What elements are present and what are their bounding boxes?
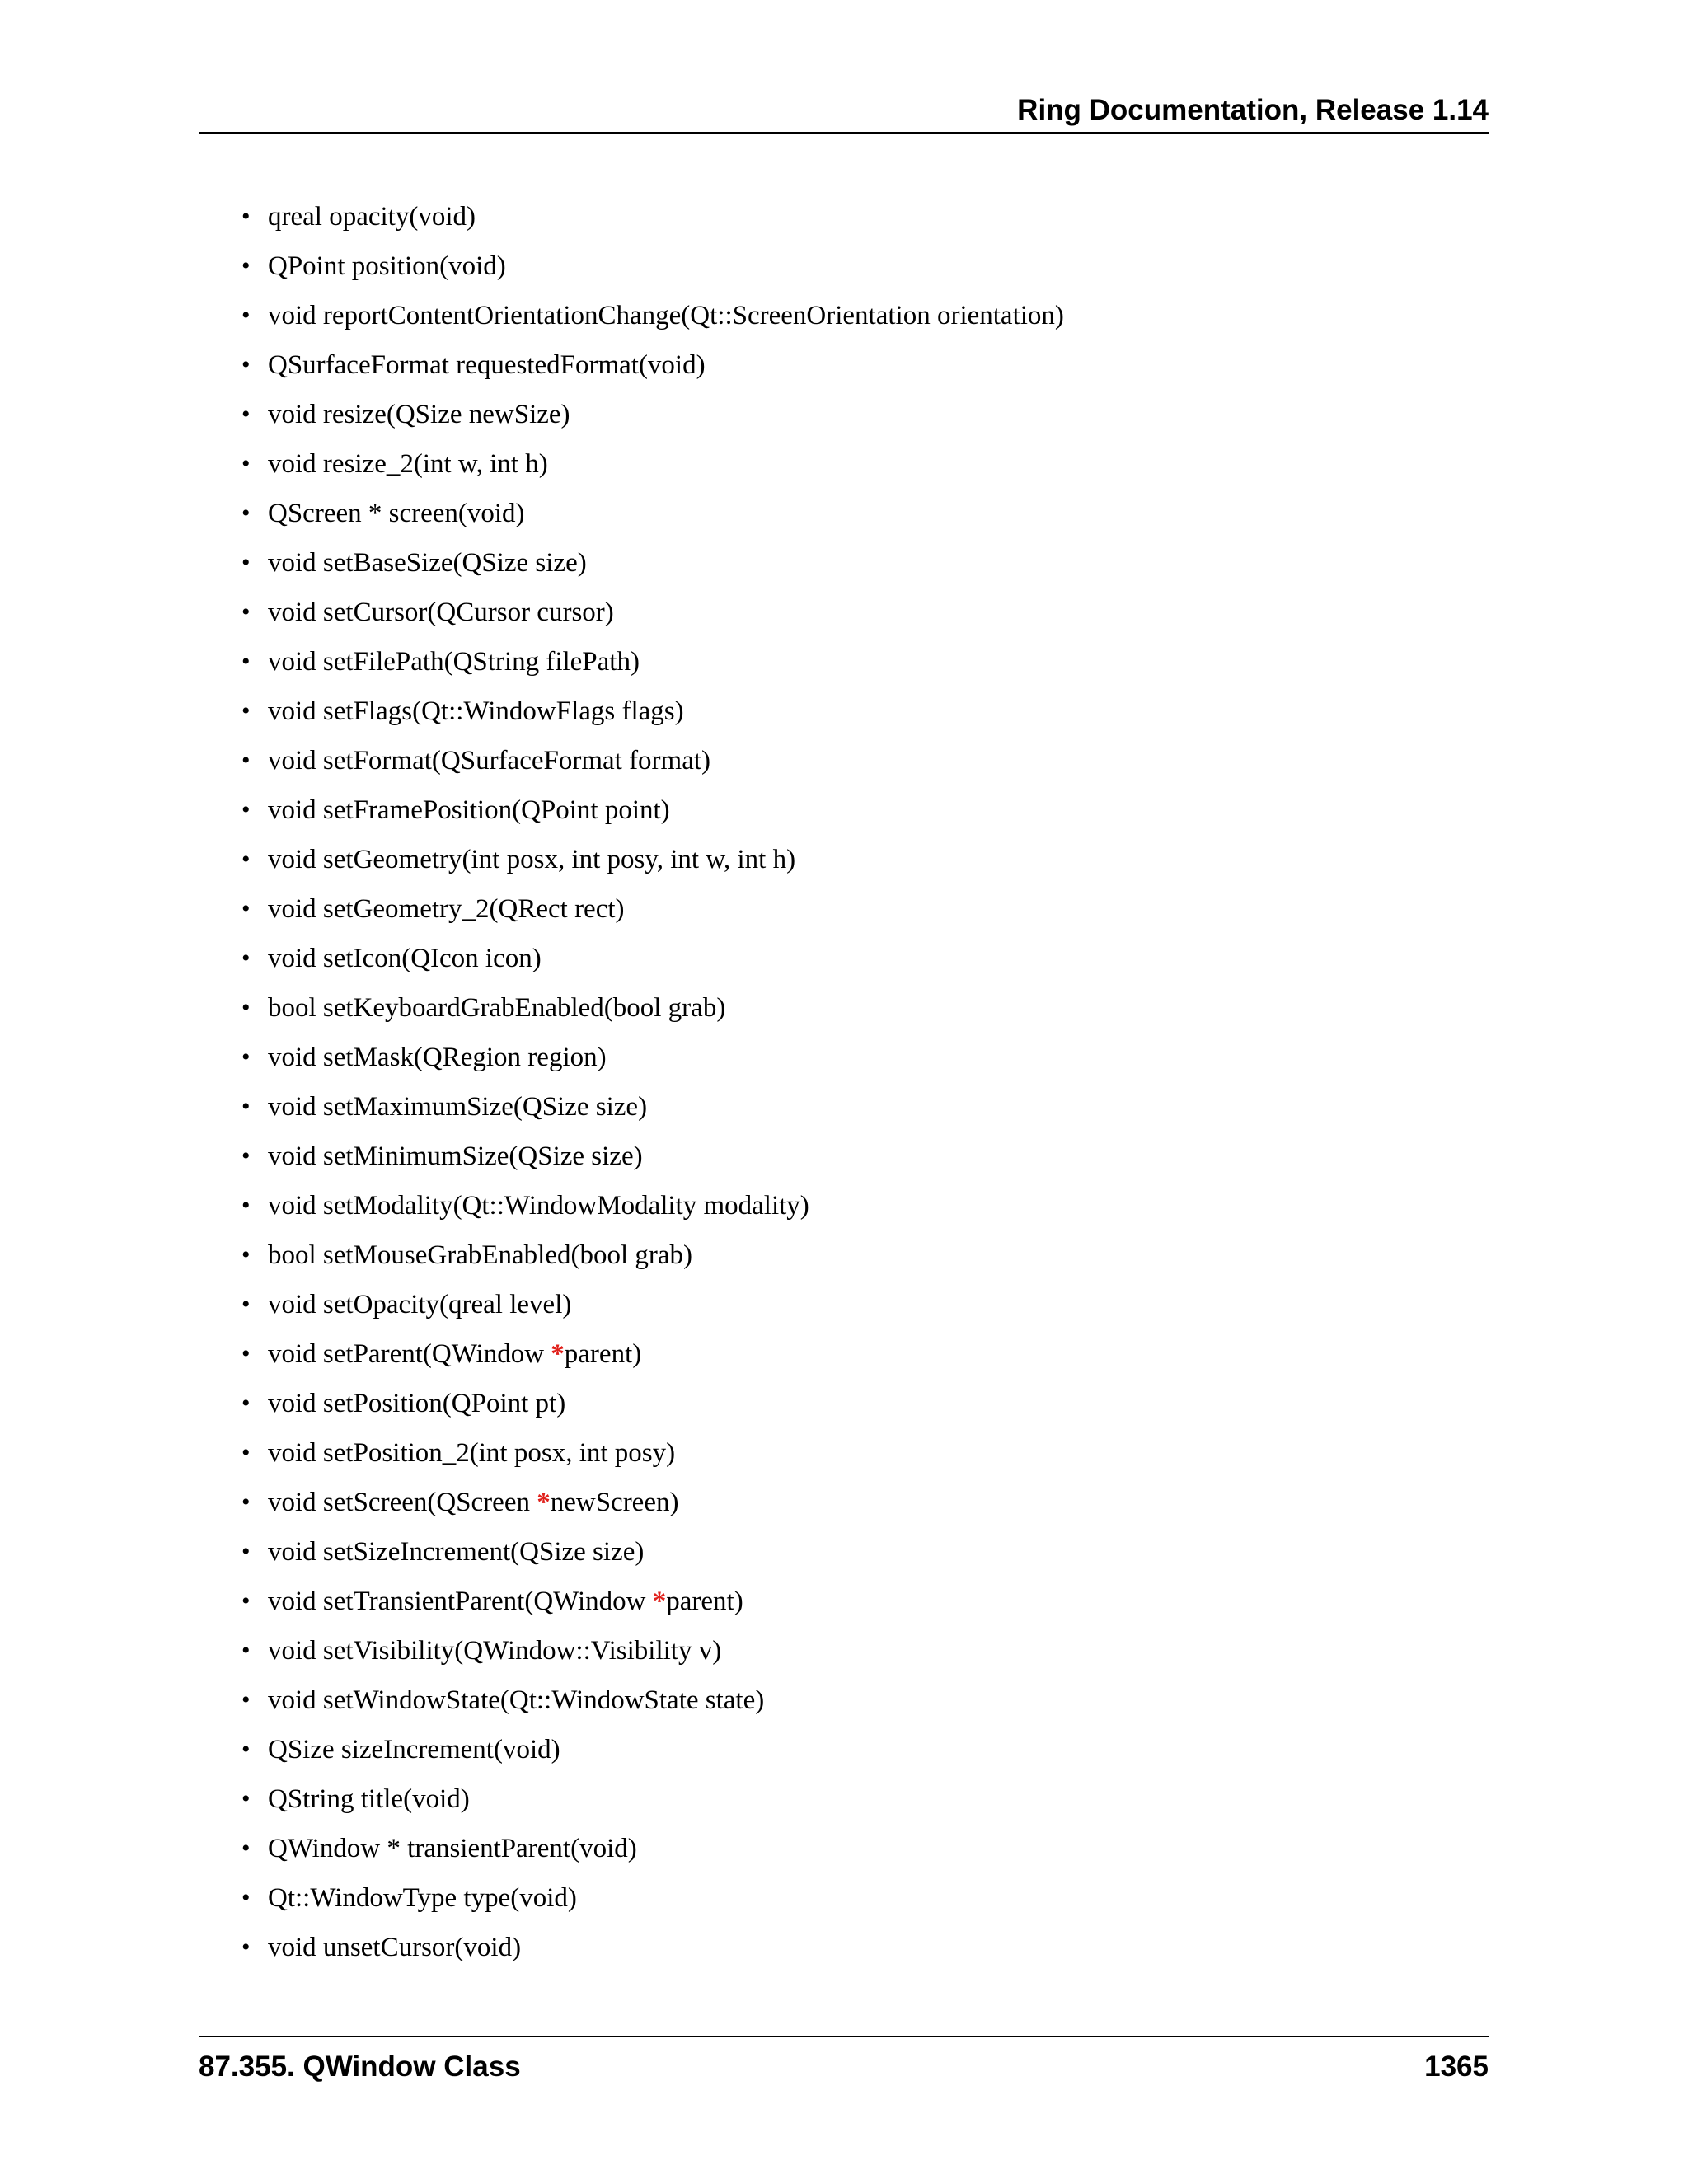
method-text-after: parent) (564, 1339, 642, 1369)
bullet-icon: • (241, 1291, 251, 1318)
bullet-icon: • (241, 1933, 251, 1961)
method-text: QSurfaceFormat requestedFormat(void) (268, 350, 706, 380)
list-item (199, 1185, 1489, 1235)
method-text: void setScreen(QScreen (268, 1488, 537, 1517)
method-text: void resize_2(int w, int h) (268, 449, 548, 479)
method-signature (268, 641, 640, 682)
list-item (199, 1333, 1489, 1383)
method-text: void setMinimumSize(QSize size) (268, 1141, 643, 1171)
method-signature (268, 394, 570, 435)
bullet-icon: • (241, 598, 251, 626)
bullet-icon: • (241, 203, 251, 230)
method-signature (268, 1432, 675, 1474)
method-text: void setGeometry_2(QRect rect) (268, 894, 625, 924)
bullet-icon: • (241, 1686, 251, 1713)
method-text-after: parent) (666, 1586, 743, 1616)
method-text: Qt::WindowType type(void) (268, 1883, 577, 1913)
page-footer (199, 2036, 1489, 2087)
bullet-icon: • (241, 1488, 251, 1516)
method-signature (268, 295, 1064, 336)
method-signature (268, 1086, 647, 1127)
method-text-after: newScreen) (550, 1488, 679, 1517)
method-signature (268, 888, 625, 930)
bullet-icon: • (241, 1884, 251, 1911)
bullet-icon: • (241, 401, 251, 428)
bullet-icon: • (241, 1538, 251, 1565)
list-item (199, 542, 1489, 592)
list-item (199, 1828, 1489, 1877)
method-list-container (199, 196, 1489, 1976)
list-item (199, 1383, 1489, 1432)
method-text: void setGeometry(int posx, int posy, int w, int h) (268, 845, 796, 874)
list-item (199, 888, 1489, 938)
method-text: void resize(QSize newSize) (268, 400, 570, 429)
method-text: bool setKeyboardGrabEnabled(bool grab) (268, 993, 726, 1023)
method-text: void setPosition_2(int posx, int posy) (268, 1438, 676, 1468)
list-item (199, 196, 1489, 246)
method-text: void setModality(Qt::WindowModality modality) (268, 1191, 809, 1221)
method-text: void setBaseSize(QSize size) (268, 548, 587, 578)
bullet-icon: • (241, 1439, 251, 1466)
list-item (199, 1482, 1489, 1531)
bullet-icon: • (241, 697, 251, 724)
bullet-icon: • (241, 1587, 251, 1615)
list-item (199, 1086, 1489, 1136)
method-text: void setMaximumSize(QSize size) (268, 1092, 648, 1122)
list-item (199, 987, 1489, 1037)
bullet-icon: • (241, 944, 251, 972)
method-text: void setMask(QRegion region) (268, 1043, 607, 1072)
method-text: QWindow * transientParent(void) (268, 1834, 637, 1863)
method-text: void setCursor(QCursor cursor) (268, 598, 614, 627)
method-text: QSize sizeIncrement(void) (268, 1735, 560, 1765)
section-title: 87.355. QWindow Class (199, 2050, 521, 2083)
bullet-icon: • (241, 895, 251, 922)
list-item (199, 493, 1489, 542)
method-text: void setFormat(QSurfaceFormat format) (268, 746, 711, 776)
method-text: void setOpacity(qreal level) (268, 1290, 572, 1319)
list-item (199, 1630, 1489, 1680)
method-signature (268, 1630, 721, 1671)
list-item (199, 443, 1489, 493)
page-header (199, 91, 1489, 134)
method-signature (268, 443, 548, 485)
list-item (199, 1284, 1489, 1333)
method-signature (268, 493, 525, 534)
method-signature (268, 1581, 743, 1622)
method-signature (268, 1828, 637, 1869)
bullet-icon: • (241, 499, 251, 527)
method-text: void setFlags(Qt::WindowFlags flags) (268, 696, 684, 726)
method-signature (268, 1383, 565, 1424)
method-list (199, 196, 1489, 1976)
list-item (199, 246, 1489, 295)
list-item (199, 1927, 1489, 1976)
method-text: QPoint position(void) (268, 251, 506, 281)
method-signature (268, 1482, 678, 1523)
method-signature (268, 246, 506, 287)
list-item (199, 1531, 1489, 1581)
method-signature (268, 987, 725, 1029)
list-item (199, 1581, 1489, 1630)
list-item (199, 839, 1489, 888)
list-item (199, 344, 1489, 394)
method-signature (268, 691, 684, 732)
list-item (199, 394, 1489, 443)
method-signature (268, 592, 614, 633)
bullet-icon: • (241, 796, 251, 823)
document-title: Ring Documentation, Release 1.14 (1017, 94, 1489, 126)
list-item (199, 1779, 1489, 1828)
bullet-icon: • (241, 1390, 251, 1417)
bullet-icon: • (241, 1043, 251, 1071)
method-signature (268, 344, 706, 386)
method-signature (268, 1333, 641, 1375)
bullet-icon: • (241, 1637, 251, 1664)
list-item (199, 1235, 1489, 1284)
bullet-icon: • (241, 252, 251, 279)
method-text: void setFilePath(QString filePath) (268, 647, 640, 677)
bullet-icon: • (241, 1340, 251, 1367)
method-signature (268, 1927, 521, 1968)
method-signature (268, 938, 542, 979)
bullet-icon: • (241, 747, 251, 774)
method-signature (268, 1779, 470, 1820)
method-signature (268, 1680, 764, 1721)
method-text: void unsetCursor(void) (268, 1933, 522, 1962)
method-signature (268, 1284, 571, 1325)
list-item (199, 691, 1489, 740)
method-signature (268, 196, 476, 237)
list-item (199, 1877, 1489, 1927)
bullet-icon: • (241, 994, 251, 1021)
method-signature (268, 740, 710, 781)
method-text: void setSizeIncrement(QSize size) (268, 1537, 645, 1567)
method-text: QString title(void) (268, 1784, 470, 1814)
method-text: void setFramePosition(QPoint point) (268, 795, 670, 825)
pointer-star: * (551, 1339, 565, 1369)
list-item (199, 1136, 1489, 1185)
method-text: QScreen * screen(void) (268, 499, 525, 528)
pointer-star: * (652, 1586, 667, 1616)
method-text: void setTransientParent(QWindow (268, 1586, 653, 1616)
method-text: void setPosition(QPoint pt) (268, 1389, 566, 1418)
method-signature (268, 790, 670, 831)
list-item (199, 938, 1489, 987)
list-item (199, 641, 1489, 691)
method-text: void setIcon(QIcon icon) (268, 944, 542, 973)
bullet-icon: • (241, 549, 251, 576)
bullet-icon: • (241, 648, 251, 675)
method-text: void setVisibility(QWindow::Visibility v) (268, 1636, 722, 1666)
method-text: void setWindowState(Qt::WindowState state) (268, 1685, 765, 1715)
method-text: bool setMouseGrabEnabled(bool grab) (268, 1240, 693, 1270)
bullet-icon: • (241, 1241, 251, 1268)
method-signature (268, 839, 795, 880)
bullet-icon: • (241, 450, 251, 477)
bullet-icon: • (241, 1785, 251, 1812)
method-text: qreal opacity(void) (268, 202, 476, 232)
method-signature (268, 1136, 643, 1177)
list-item (199, 740, 1489, 790)
method-signature (268, 1877, 577, 1919)
method-signature (268, 1185, 809, 1226)
list-item (199, 1037, 1489, 1086)
bullet-icon: • (241, 1192, 251, 1219)
list-item (199, 1729, 1489, 1779)
bullet-icon: • (241, 846, 251, 873)
list-item (199, 1680, 1489, 1729)
bullet-icon: • (241, 351, 251, 378)
method-signature (268, 1235, 692, 1276)
method-signature (268, 1531, 644, 1572)
bullet-icon: • (241, 1093, 251, 1120)
method-signature (268, 542, 587, 583)
bullet-icon: • (241, 1142, 251, 1169)
bullet-icon: • (241, 302, 251, 329)
pointer-star: * (537, 1488, 551, 1517)
page-number: 1365 (1424, 2050, 1489, 2083)
method-text: void setParent(QWindow (268, 1339, 551, 1369)
list-item (199, 295, 1489, 344)
list-item (199, 592, 1489, 641)
method-signature (268, 1037, 607, 1078)
method-signature (268, 1729, 560, 1770)
bullet-icon: • (241, 1835, 251, 1862)
method-text: void reportContentOrientationChange(Qt::ScreenOrientation orientation) (268, 301, 1064, 330)
bullet-icon: • (241, 1736, 251, 1763)
list-item (199, 790, 1489, 839)
list-item (199, 1432, 1489, 1482)
